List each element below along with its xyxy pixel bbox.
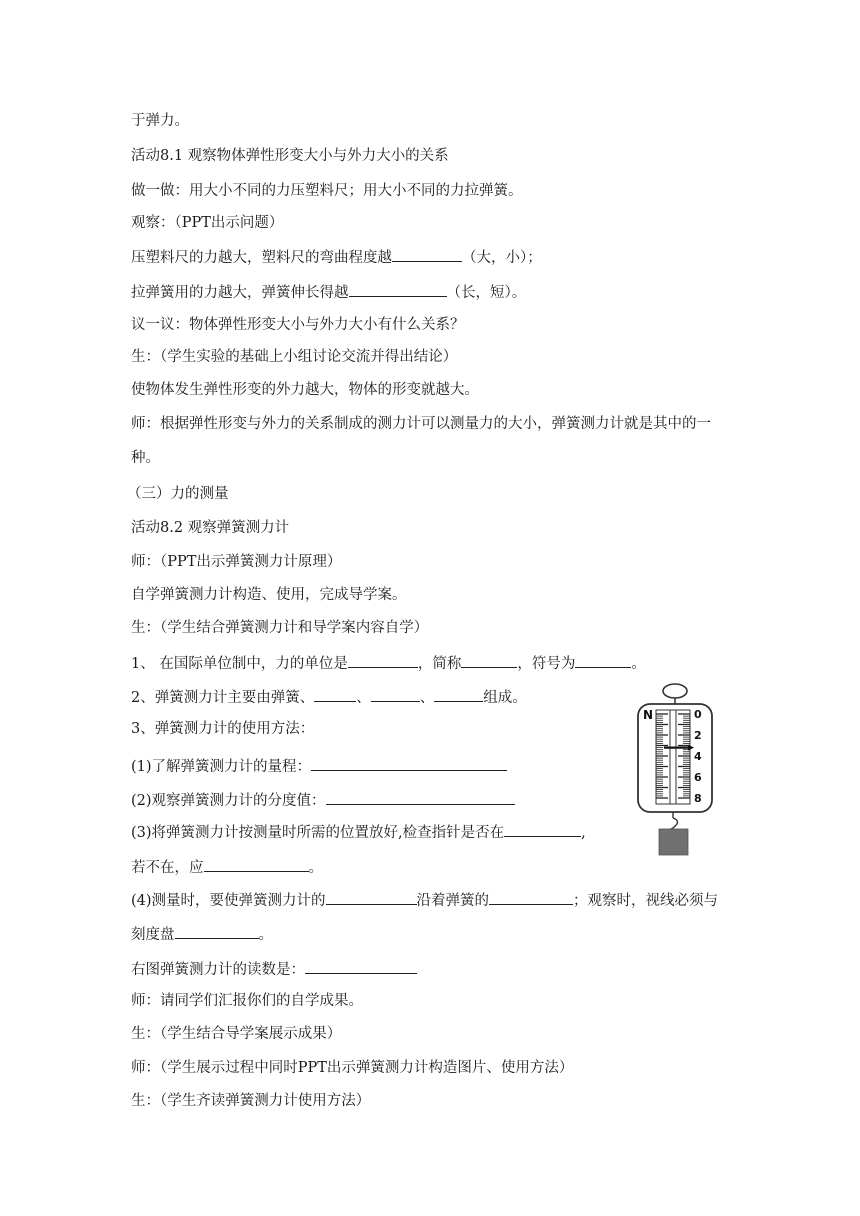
text-line: 生：（学生结合导学案展示成果）	[131, 1026, 342, 1042]
answer-blank[interactable]	[204, 856, 309, 872]
question-text: 右图弹簧测力计的读数是：	[131, 962, 305, 978]
fill-in-question	[131, 923, 273, 945]
answer-blank[interactable]	[349, 281, 447, 297]
activity-heading: 活动8.2 观察弹簧测力计	[131, 520, 290, 536]
answer-blank[interactable]	[461, 652, 517, 668]
text-line: 生：（学生实验的基础上小组讨论交流并得出结论）	[131, 349, 458, 365]
text-line: 自学弹簧测力计构造、使用，完成导学案。	[131, 587, 407, 603]
fill-in-question	[131, 856, 323, 878]
question-text: 。	[631, 656, 646, 672]
text-line: 观察：（PPT出示问题）	[131, 215, 284, 231]
question-text: ，符号为	[517, 656, 576, 672]
question-text: 沿着弹簧的	[416, 893, 490, 909]
scale-label: 6	[694, 771, 702, 784]
unit-letter: N	[643, 708, 654, 722]
text-line: 3、弹簧测力计的使用方法：	[131, 721, 315, 737]
question-text: (3)将弹簧测力计按测量时所需的位置放好,检查指针是否在	[131, 825, 505, 841]
text-line: 种。	[131, 450, 160, 466]
answer-blank[interactable]	[392, 246, 462, 262]
answer-blank[interactable]	[311, 755, 507, 771]
text-line: 做一做：用大小不同的力压塑料尺；用大小不同的力拉弹簧。	[131, 183, 523, 199]
answer-blank[interactable]	[326, 889, 417, 905]
text-line: 议一议：物体弹性形变大小与外力大小有什么关系？	[131, 317, 465, 333]
section-heading: （三）力的测量	[127, 486, 229, 502]
fill-in-question	[131, 246, 542, 268]
question-text: (1)了解弹簧测力计的量程：	[131, 759, 312, 775]
answer-blank[interactable]	[175, 923, 259, 939]
question-text: 。	[258, 927, 273, 943]
fill-in-question	[131, 821, 586, 843]
scale-label: 2	[694, 729, 702, 742]
question-text: 刻度盘	[131, 927, 175, 943]
fill-in-question	[131, 281, 526, 303]
question-text: ,	[581, 825, 586, 841]
answer-blank[interactable]	[305, 958, 417, 974]
question-text: 若不在，应	[131, 860, 204, 876]
text-line: 于弹力。	[131, 113, 189, 129]
question-text: 1、 在国际单位制中，力的单位是	[131, 656, 348, 672]
question-text: ，简称	[417, 656, 462, 672]
question-text: ；观察时，视线必须与	[573, 893, 719, 909]
answer-blank[interactable]	[504, 821, 581, 837]
text-line: 生：（学生结合弹簧测力计和导学案内容自学）	[131, 620, 429, 636]
question-text: 、	[419, 690, 435, 706]
answer-blank[interactable]	[371, 686, 420, 702]
activity-heading: 活动8.1 观察物体弹性形变大小与外力大小的关系	[131, 148, 449, 164]
answer-blank[interactable]	[348, 652, 418, 668]
scale-label: 8	[694, 792, 702, 805]
question-text: 。	[308, 860, 323, 876]
question-text: 2、弹簧测力计主要由弹簧、	[131, 690, 315, 706]
question-text: 组成。	[483, 690, 527, 706]
question-text: （长，短）。	[446, 285, 527, 301]
scale-label: 0	[694, 708, 702, 721]
fill-in-question	[131, 755, 507, 777]
question-text: (2)观察弹簧测力计的分度值：	[131, 793, 326, 809]
answer-blank[interactable]	[434, 686, 483, 702]
spring-scale-figure	[630, 682, 720, 858]
fill-in-question	[131, 686, 527, 708]
answer-blank[interactable]	[314, 686, 356, 702]
fill-in-question	[131, 889, 718, 911]
text-line: 师：根据弹性形变与外力的关系制成的测力计可以测量力的大小，弹簧测力计就是其中的一	[131, 416, 711, 432]
fill-in-question	[131, 958, 417, 980]
text-line: 师：请同学们汇报你们的自学成果。	[131, 993, 363, 1009]
answer-blank[interactable]	[489, 889, 573, 905]
question-text: (4)测量时，要使弹簧测力计的	[131, 893, 326, 909]
fill-in-question	[131, 652, 646, 674]
question-text: 压塑料尺的力越大，塑料尺的弯曲程度越	[131, 250, 392, 266]
answer-blank[interactable]	[326, 789, 515, 805]
answer-blank[interactable]	[575, 652, 631, 668]
text-line: 生：（学生齐读弹簧测力计使用方法）	[131, 1093, 371, 1109]
weight-block	[659, 829, 688, 855]
text-line: 师：（学生展示过程中同时PPT出示弹簧测力计构造图片、使用方法）	[131, 1060, 574, 1076]
fill-in-question	[131, 789, 515, 811]
question-text: 、	[356, 690, 371, 706]
scale-label: 4	[694, 750, 702, 763]
text-line: 师：（PPT出示弹簧测力计原理）	[131, 554, 342, 570]
question-text: （大，小）；	[462, 250, 542, 266]
hook	[669, 818, 678, 830]
question-text: 拉弹簧用的力越大，弹簧伸长得越	[131, 285, 349, 301]
text-line: 使物体发生弹性形变的外力越大，物体的形变就越大。	[131, 382, 479, 398]
hanging-ring	[663, 684, 687, 698]
